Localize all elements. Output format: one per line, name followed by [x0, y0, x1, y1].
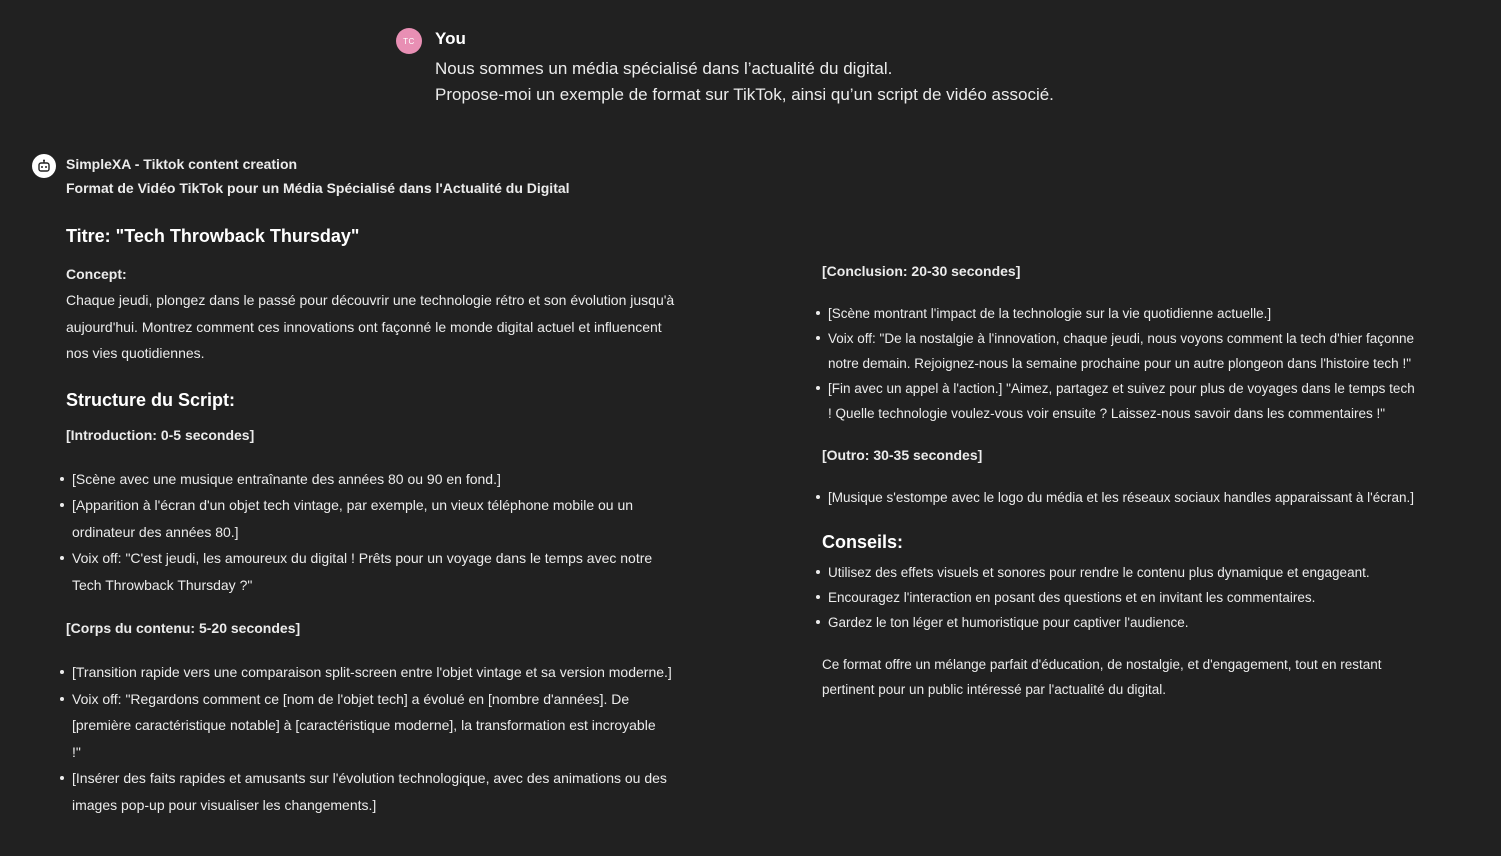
user-message-line: Nous sommes un média spécialisé dans l’actualité du digital. [435, 59, 893, 78]
corps-list [66, 659, 726, 818]
conseils-list [816, 560, 1446, 635]
intro-label: [Introduction: 0-5 secondes] [66, 426, 255, 443]
list-item: Voix off: "De la nostalgie à l'innovation, chaque jeudi, nous voyons comment la tech d'hier façonne notre demain. Rejoignez-nous la semaine prochaine pour un autre plongeon dans l'histoire tech !" [816, 326, 1446, 376]
assistant-subtitle: Format de Vidéo TikTok pour un Média Spécialisé dans l'Actualité du Digital [66, 180, 570, 196]
list-item: [Transition rapide vers une comparaison split-screen entre l'objet vintage et sa version moderne.] [66, 659, 726, 686]
list-item: Gardez le ton léger et humoristique pour captiver l'audience. [816, 610, 1446, 635]
list-item: [Scène avec une musique entraînante des années 80 ou 90 en fond.] [66, 466, 726, 493]
concept-label: Concept: [66, 266, 127, 282]
user-message-line: Propose-moi un exemple de format sur TikTok, ainsi qu’un script de vidéo associé. [435, 85, 1054, 104]
user-author-name: You [435, 29, 466, 48]
concept-text [66, 287, 726, 367]
list-item: Voix off: "Regardons comment ce [nom de l'objet tech] a évolué en [nombre d'années]. De [première caractéristique notable] à [caractéristique moderne], la transformation est incroyable !" [66, 686, 726, 766]
closing-line: pertinent pour un public intéressé par l'actualité du digital. [822, 682, 1167, 697]
intro-list [66, 466, 726, 599]
avatar[interactable]: TC [396, 28, 422, 54]
list-item: [Musique s'estompe avec le logo du média et les réseaux sociaux handles apparaissant à l'écran.] [816, 485, 1446, 510]
conclusion-label: [Conclusion: 20-30 secondes] [822, 263, 1021, 279]
outro-label: [Outro: 30-35 secondes] [822, 447, 983, 463]
assistant-response-left-column [66, 224, 726, 818]
outro-list [816, 485, 1446, 510]
list-item: [Apparition à l'écran d'un objet tech vintage, par exemple, un vieux téléphone mobile ou un ordinateur des années 80.] [66, 492, 726, 545]
user-message-text [435, 56, 1195, 108]
assistant-response-right-column [816, 261, 1446, 702]
corps-label: [Corps du contenu: 5-20 secondes] [66, 620, 301, 636]
structure-heading: Structure du Script: [66, 389, 236, 410]
list-item: Encouragez l'interaction en posant des questions et en invitant les commentaires. [816, 585, 1446, 610]
response-title: Titre: "Tech Throwback Thursday" [66, 226, 360, 246]
assistant-author-name: SimpleXA - Tiktok content creation [66, 156, 298, 172]
list-item: Voix off: "C'est jeudi, les amoureux du digital ! Prêts pour un voyage dans le temps avec notre Tech Throwback Thursday ?" [66, 545, 726, 598]
conclusion-list [816, 301, 1446, 426]
concept-line: Chaque jeudi, plongez dans le passé pour découvrir une technologie rétro et son évolution jusqu'à [66, 292, 675, 308]
list-item: [Fin avec un appel à l'action.] "Aimez, partagez et suivez pour plus de voyages dans le temps tech ! Quelle technologie voulez-vous voir ensuite ? Laissez-nous savoir dans les commentaires !" [816, 376, 1446, 426]
concept-line: aujourd'hui. Montrez comment ces innovations ont façonné le monde digital actuel et influencent [66, 318, 662, 335]
closing-paragraph [816, 652, 1446, 702]
closing-line: Ce format offre un mélange parfait d'éducation, de nostalgie, et d'engagement, tout en restant [822, 657, 1382, 672]
list-item: [Scène montrant l'impact de la technologie sur la vie quotidienne actuelle.] [816, 301, 1446, 326]
list-item: [Insérer des faits rapides et amusants sur l'évolution technologique, avec des animations ou des images pop-up pour visualiser les changements.] [66, 765, 726, 818]
conseils-heading: Conseils: [822, 532, 904, 552]
list-item: Utilisez des effets visuels et sonores pour rendre le contenu plus dynamique et engageant. [816, 560, 1446, 585]
concept-line: nos vies quotidiennes. [66, 345, 205, 361]
robot-icon [32, 154, 56, 178]
